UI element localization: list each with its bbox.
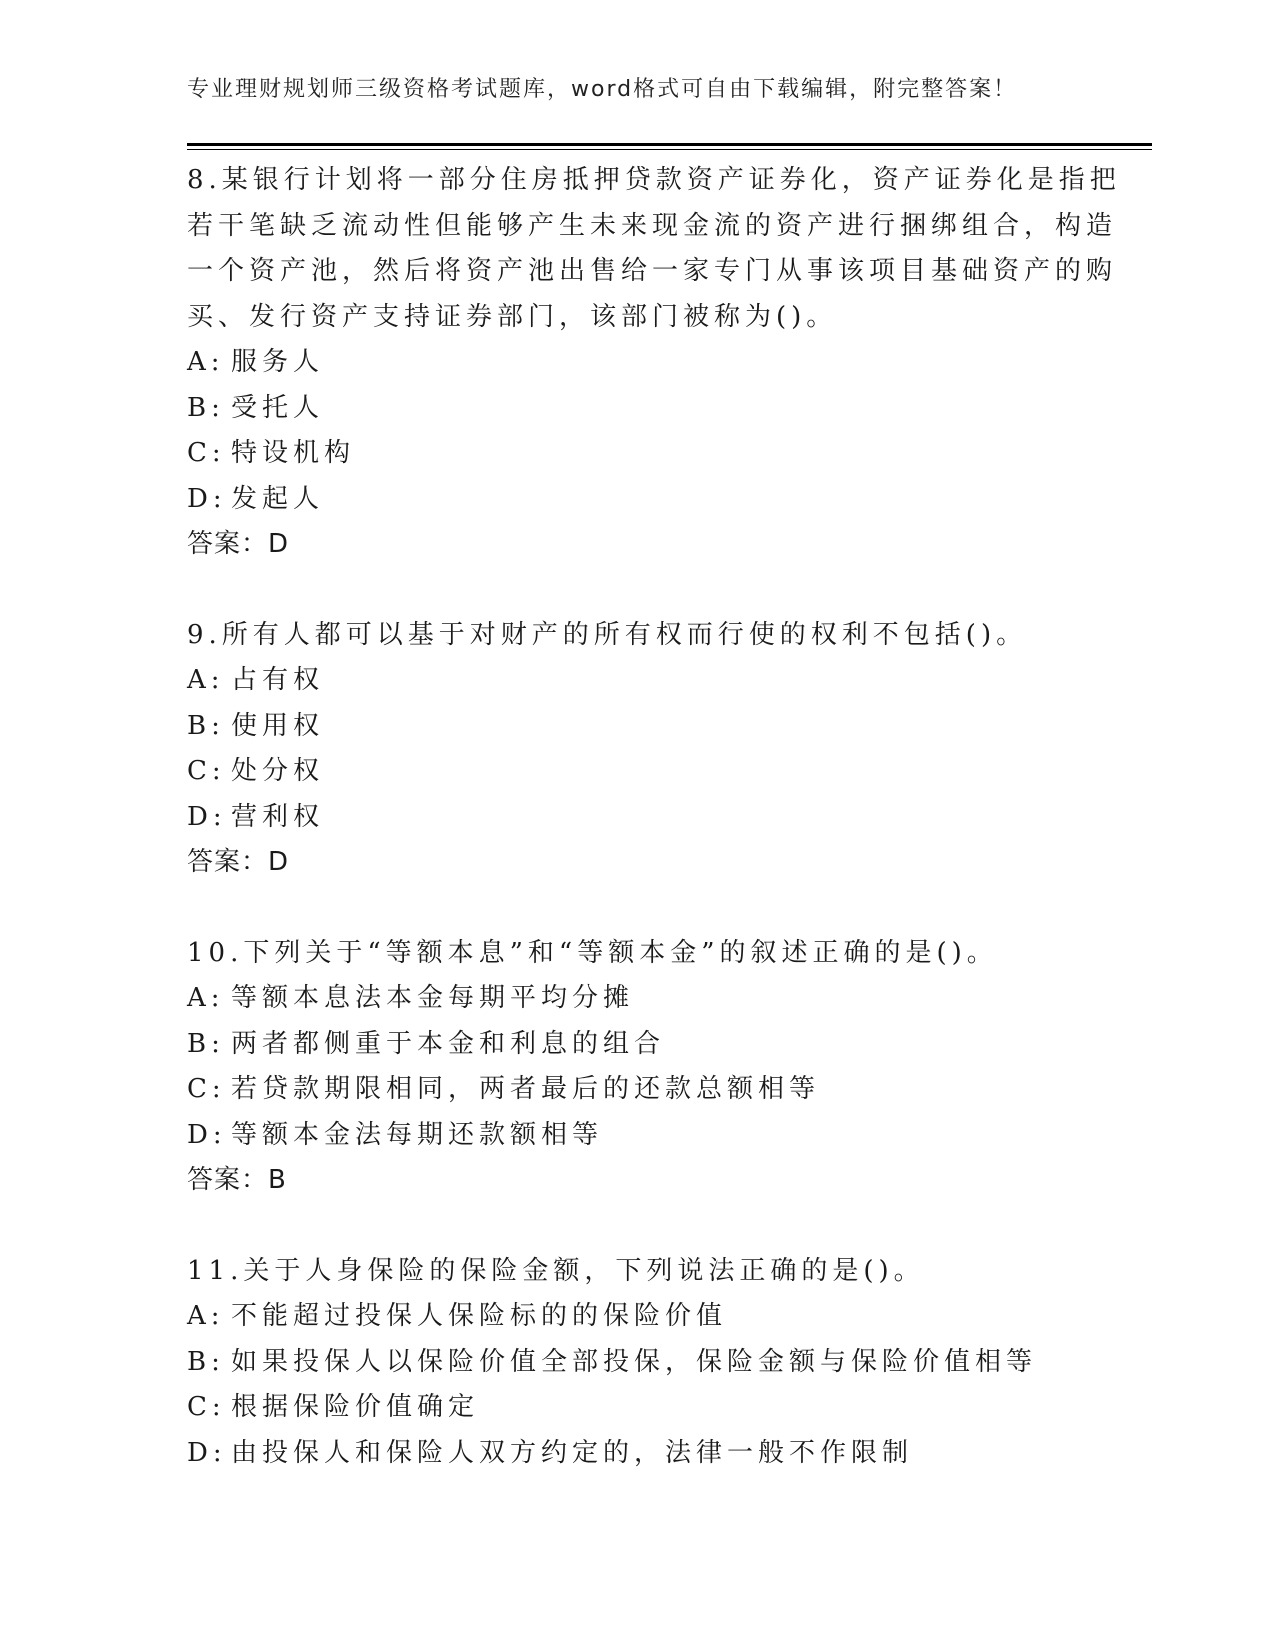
question-stem-line: 11.关于人身保险的保险金额，下列说法正确的是()。 <box>187 1255 925 1286</box>
question-11 <box>187 1249 1067 1477</box>
header-rule-thin <box>187 149 1152 150</box>
option-key: D: <box>187 801 227 832</box>
option-key: A: <box>187 347 225 377</box>
question-stem-line: 买、发行资产支持证券部门，该部门被称为()。 <box>187 301 838 332</box>
option-key: B: <box>187 1028 225 1059</box>
option-d <box>187 1113 1067 1159</box>
option-b <box>187 1340 1067 1386</box>
option-text: 若贷款期限相同，两者最后的还款总额相等 <box>231 1074 821 1104</box>
question-stem-line: 若干笔缺乏流动性但能够产生未来现金流的资产进行捆绑组合，构造 <box>187 210 1118 241</box>
question-list <box>187 158 1121 1476</box>
option-key: D: <box>187 1437 227 1468</box>
option-text: 营利权 <box>231 801 325 832</box>
option-text: 由投保人和保险人双方约定的，法律一般不作限制 <box>231 1437 914 1468</box>
option-key: D: <box>187 1119 227 1150</box>
question-9 <box>187 613 1067 886</box>
option-key: A: <box>187 983 225 1013</box>
answer-line: 答案：B <box>187 1165 287 1195</box>
option-d <box>187 1431 1067 1477</box>
question-10 <box>187 931 1067 1204</box>
option-key: D: <box>187 483 227 514</box>
option-b <box>187 386 1067 432</box>
option-d <box>187 795 1067 841</box>
option-a <box>187 976 1067 1022</box>
option-text: 服务人 <box>231 347 325 377</box>
option-text: 等额本金法每期还款额相等 <box>231 1119 604 1150</box>
option-c <box>187 1067 1067 1113</box>
option-text: 发起人 <box>231 483 325 514</box>
option-text: 等额本息法本金每期平均分摊 <box>231 983 635 1013</box>
question-stem-line: 9.所有人都可以基于对财产的所有权而行使的权利不包括()。 <box>187 619 1028 650</box>
option-c <box>187 431 1067 477</box>
option-text: 根据保险价值确定 <box>231 1392 480 1422</box>
option-text: 受托人 <box>231 392 325 423</box>
option-a <box>187 340 1067 386</box>
option-c <box>187 1385 1067 1431</box>
option-key: B: <box>187 710 225 741</box>
option-d <box>187 477 1067 523</box>
option-text: 不能超过投保人保险标的的保险价值 <box>231 1301 728 1331</box>
option-key: A: <box>187 1301 225 1331</box>
page-header: 专业理财规划师三级资格考试题库，word格式可自由下载编辑，附完整答案！ <box>187 77 1018 102</box>
question-spacer <box>187 886 1067 931</box>
question-spacer <box>187 568 1067 613</box>
option-key: B: <box>187 392 225 423</box>
option-key: A: <box>187 665 225 695</box>
option-key: C: <box>187 1392 226 1422</box>
option-key: C: <box>187 438 226 468</box>
option-text: 使用权 <box>231 710 325 741</box>
question-stem-line: 8.某银行计划将一部分住房抵押贷款资产证券化，资产证券化是指把 <box>187 165 1121 195</box>
option-text: 特设机构 <box>231 438 356 468</box>
option-b <box>187 1022 1067 1068</box>
answer-line: 答案：D <box>187 529 290 559</box>
option-key: C: <box>187 756 226 786</box>
option-key: B: <box>187 1346 225 1377</box>
option-text: 占有权 <box>231 665 325 695</box>
question-stem-line: 一个资产池，然后将资产池出售给一家专门从事该项目基础资产的购 <box>187 256 1118 286</box>
option-c <box>187 749 1067 795</box>
header-rule-thick <box>187 143 1152 146</box>
option-text: 如果投保人以保险价值全部投保，保险金额与保险价值相等 <box>231 1346 1038 1377</box>
question-8 <box>187 158 1121 568</box>
option-a <box>187 658 1067 704</box>
option-b <box>187 704 1067 750</box>
option-text: 两者都侧重于本金和利息的组合 <box>231 1028 666 1059</box>
option-text: 处分权 <box>231 756 325 786</box>
option-key: C: <box>187 1074 226 1104</box>
answer-line: 答案：D <box>187 847 290 877</box>
question-spacer <box>187 1204 1067 1249</box>
question-stem-line: 10.下列关于“等额本息”和“等额本金”的叙述正确的是()。 <box>187 937 998 968</box>
option-a <box>187 1294 1067 1340</box>
